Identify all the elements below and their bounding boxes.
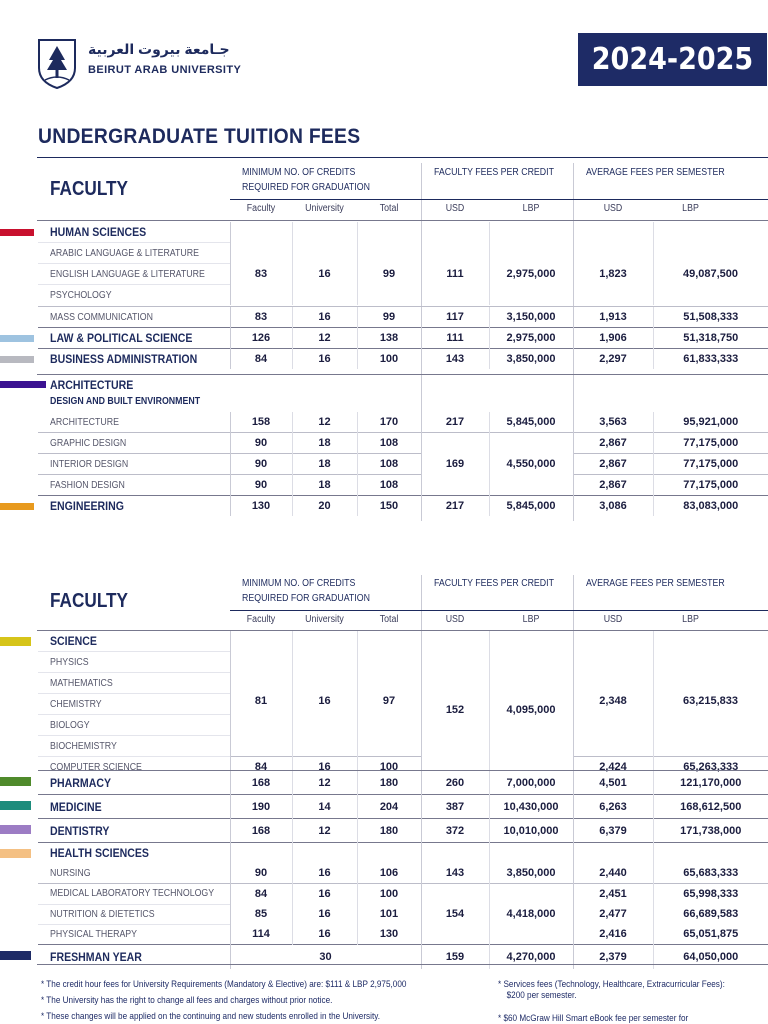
table-row: ENGINEERING 130 20 150 217 5,845,000 3,086 83,083,000 [38,496,768,517]
fees-per-credit-heading: FACULTY FEES PER CREDIT [434,167,554,178]
table-bottom-rule [37,964,768,965]
subheader-total-2: Total [379,614,399,625]
color-bar [0,381,46,388]
table-row: DENTISTRY 168 12 180 372 10,010,000 6,379 171,738,000 [38,819,768,843]
table-row: INTERIOR DESIGN 90 18 108 2,867 77,175,000 [38,454,768,475]
table-row: BUSINESS ADMINISTRATION 84 16 100 143 3,850,000 2,297 61,833,333 [38,349,768,370]
table-row: PHYSICS [38,652,768,673]
color-bar [0,777,31,786]
credits-group-heading-2: MINIMUM NO. OF CREDITS REQUIRED FOR GRADUATION [242,578,370,604]
subheader-total: Total [379,203,399,214]
university-name-arabic: جـامعة بيروت العربية [88,41,230,57]
color-bar [0,951,31,960]
fees-table-1b [38,306,768,369]
table-row: BIOCHEMISTRY [38,736,768,757]
color-bar [0,229,34,236]
header-rule-2 [230,610,768,611]
color-bar [0,335,34,342]
subheader-university-2: University [305,614,344,625]
note-credit-hour-fees: * The credit hour fees for University Requirements (Mandatory & Elective) are: $111 & LBP 2,975,000 [41,979,407,990]
table-row: SCIENCE [38,631,768,652]
color-bar [0,356,34,363]
subheader-faculty-2: Faculty [246,614,276,625]
title-divider [37,157,768,158]
note-ebook-fee: * $60 McGraw Hill Smart eBook fee per semester for [498,1013,689,1024]
academic-year-badge: 2024-2025 [578,33,767,86]
subheader-university: University [305,203,344,214]
table-row: ARABIC LANGUAGE & LITERATURE [38,243,768,264]
table-row: NUTRITION & DIETETICS 85 16 101 2,477 66,689,583 [38,904,768,924]
subheader-lbp-2: LBP [522,614,540,625]
subheader-avg-lbp: LBP [682,203,699,214]
table-row: BIOLOGY [38,715,768,736]
faculty-column-heading: FACULTY [50,178,129,200]
subheader-avg-usd-2: USD [603,614,623,625]
note-services-fees: * Services fees (Technology, Healthcare, Extracurricular Fees): $200 per semester. [498,979,725,1001]
faculty-column-heading-2: FACULTY [50,590,129,612]
average-fees-heading: AVERAGE FEES PER SEMESTER [586,167,725,178]
note-changes-applied: * These changes will be applied on the continuing and new students enrolled in the University. [41,1011,380,1022]
color-bar [0,849,31,858]
subheader-usd: USD [445,203,465,214]
subheader-avg-usd: USD [603,203,623,214]
table-row [38,222,768,243]
row-rule [37,374,768,375]
table-row: ARCHITECTURE 158 12 170 217 5,845,000 3,563 95,921,000 [38,412,768,433]
university-logo-icon [37,38,77,90]
header-bottom-rule [37,220,768,221]
fees-table-1 [38,222,768,305]
credits-group-heading: MINIMUM NO. OF CREDITS REQUIRED FOR GRADUATION [242,167,370,193]
subheader-avg-lbp-2: LBP [682,614,699,625]
table-row: MEDICINE 190 14 204 387 10,430,000 6,263 168,612,500 [38,795,768,819]
fees-per-credit-heading-2: FACULTY FEES PER CREDIT [434,578,554,589]
table-row: FASHION DESIGN 90 18 108 2,867 77,175,000 [38,475,768,496]
table-row: MEDICAL LABORATORY TECHNOLOGY 84 16 100 154 4,418,000 2,451 65,998,333 [38,884,768,905]
table-row: FRESHMAN YEAR 30 159 4,270,000 2,379 64,050,000 [38,945,768,970]
table-row: ENGLISH LANGUAGE & LITERATURE [38,264,768,285]
subheader-lbp: LBP [522,203,540,214]
fees-table-architecture [38,412,768,516]
subtitle-design-built-environment: DESIGN AND BUILT ENVIRONMENT [50,396,201,407]
table-row: CHEMISTRY [38,694,768,715]
table-row: LAW & POLITICAL SCIENCE 126 12 138 111 2,975,000 1,906 51,318,750 [38,328,768,349]
average-fees-heading-2: AVERAGE FEES PER SEMESTER [586,578,725,589]
page-title: UNDERGRADUATE TUITION FEES [38,125,361,148]
table-row: MASS COMMUNICATION 83 16 99 117 3,150,000 1,913 51,508,333 [38,307,768,328]
header-rule [230,199,768,200]
table-row: PHARMACY 168 12 180 260 7,000,000 4,501 121,170,000 [38,771,768,795]
subheader-usd-2: USD [445,614,465,625]
color-bar [0,637,31,646]
note-change-fees: * The University has the right to change all fees and charges without prior notice. [41,995,333,1006]
color-bar [0,825,31,834]
table-row: PSYCHOLOGY [38,285,768,306]
fees-table-2 [38,770,768,969]
color-bar [0,801,31,810]
subheader-faculty: Faculty [246,203,276,214]
table-row: GRAPHIC DESIGN 90 18 108 169 4,550,000 2,867 77,175,000 [38,433,768,454]
table-row: NURSING 90 16 106 143 3,850,000 2,440 65,683,333 [38,863,768,884]
university-name-english: BEIRUT ARAB UNIVERSITY [88,64,242,76]
category-human-sciences: HUMAN SCIENCES [38,222,230,243]
table-row: PHYSICAL THERAPY 114 16 130 2,416 65,051,875 [38,924,768,945]
table-row: HEALTH SCIENCES [38,843,768,864]
category-architecture: ARCHITECTURE [50,378,134,392]
color-bar [0,503,34,510]
table-row: MATHEMATICS [38,673,768,694]
table-row: COMPUTER SCIENCE 84 16 100 2,424 65,263,333 [38,757,768,778]
